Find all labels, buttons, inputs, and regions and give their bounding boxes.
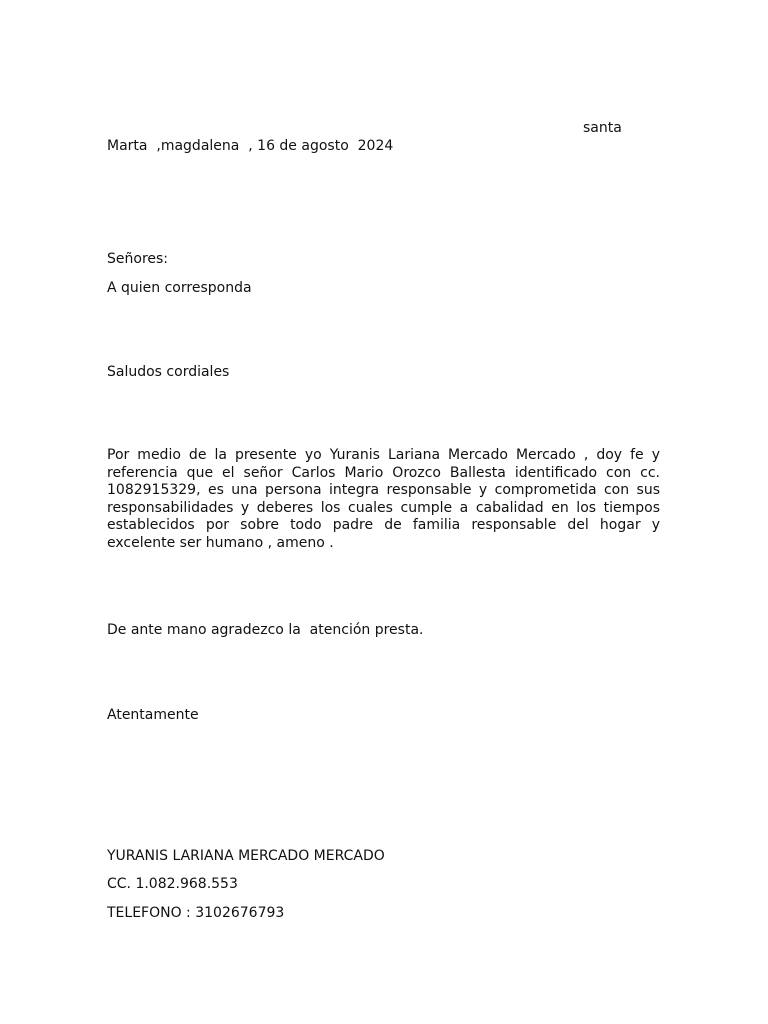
signature-name: YURANIS LARIANA MERCADO MERCADO [107, 848, 385, 864]
letter-body-paragraph: Por medio de la presente yo Yuranis Lariana Mercado Mercado , doy fe y referencia que el señor Carlos Mario Orozco Ballesta identificado con cc. 1082915329, es una persona integra responsable y comprometida con sus responsabilidades y deberes los cuales cumple a cabalidad en los tiempos establecidos por sobre todo padre de familia responsable del hogar y excelente ser humano , ameno . [107, 447, 660, 551]
recipient-line: A quien corresponda [107, 280, 252, 296]
date-place-line-1: santa [583, 120, 622, 136]
signature-phone: TELEFONO : 3102676793 [107, 905, 285, 921]
thanks-line: De ante mano agradezco la atención presta. [107, 622, 424, 638]
greeting-line: Saludos cordiales [107, 364, 230, 380]
salutation-title: Señores: [107, 251, 169, 267]
date-place-line-2: Marta ,magdalena , 16 de agosto 2024 [107, 138, 394, 154]
closing-line: Atentamente [107, 707, 199, 723]
signature-id: CC. 1.082.968.553 [107, 876, 238, 892]
